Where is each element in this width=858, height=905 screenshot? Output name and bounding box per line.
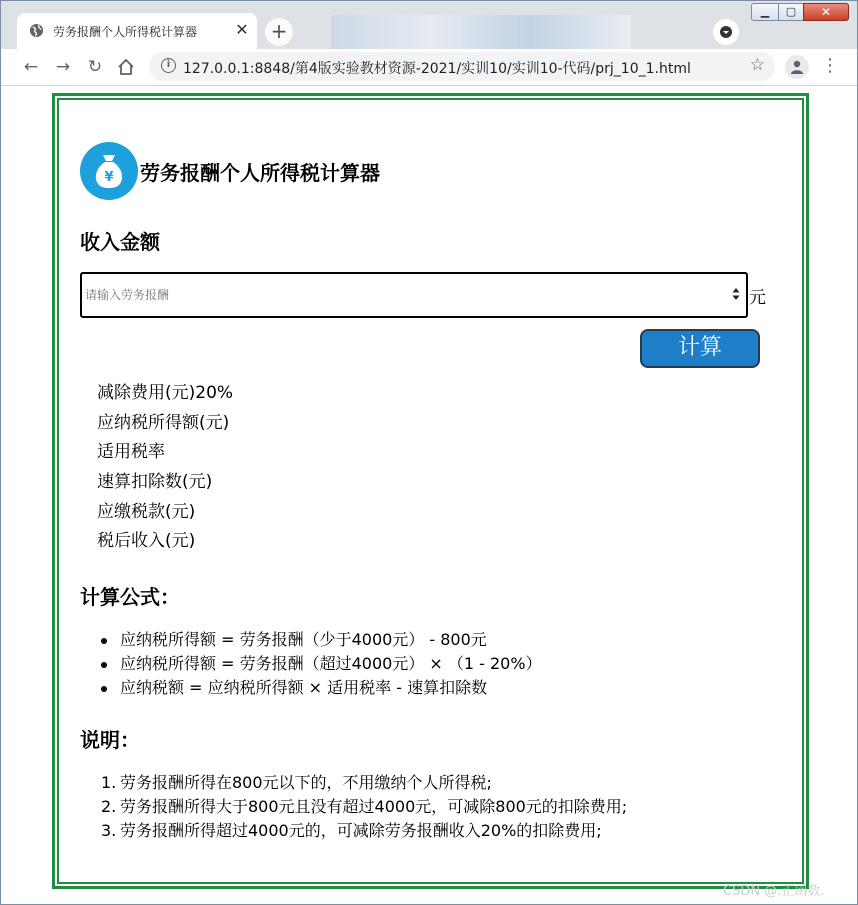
yen-symbol: ¥ <box>104 170 114 185</box>
reload-button[interactable] <box>83 55 107 79</box>
list-number: 2. <box>101 797 117 816</box>
result-deduction: 减除费用(元)20% <box>97 383 234 403</box>
note-text: 劳务报酬所得大于800元且没有超过4000元，可减除800元的扣除费用; <box>120 797 628 816</box>
page-content <box>1 86 857 904</box>
plus-icon: + <box>270 19 288 43</box>
back-button[interactable] <box>19 55 43 79</box>
dropdown-icon <box>719 26 733 38</box>
result-taxable-income: 应纳税所得额(元) <box>97 412 230 433</box>
list-item <box>101 771 627 795</box>
tab-title: 劳务报酬个人所得税计算器 <box>53 25 198 39</box>
menu-dots-icon[interactable]: ⋮ <box>821 55 839 76</box>
tab-bar <box>1 1 857 49</box>
forward-arrow-icon: → <box>55 57 71 77</box>
list-item: 应纳税所得额 = 劳务报酬（超过4000元） × （1 - 20%） <box>101 652 542 676</box>
notes-heading: 说明： <box>80 728 140 752</box>
address-bar[interactable] <box>149 52 775 81</box>
list-item <box>101 795 627 819</box>
globe-icon <box>29 23 44 38</box>
person-icon <box>789 59 805 75</box>
list-item: 应纳税所得额 = 劳务报酬（少于4000元） - 800元 <box>101 628 542 652</box>
browser-toolbar <box>1 49 857 86</box>
window-close-button[interactable] <box>803 3 849 21</box>
close-icon: ✕ <box>820 5 832 19</box>
income-heading: 收入金额 <box>80 230 160 254</box>
tab-close-icon[interactable]: ✕ <box>235 20 249 39</box>
back-arrow-icon: ← <box>23 57 39 77</box>
bookmark-star-icon[interactable]: ☆ <box>749 55 765 75</box>
result-quick-deduction: 速算扣除数(元) <box>97 472 213 493</box>
tab-search-button[interactable] <box>713 19 739 45</box>
formula-heading: 计算公式： <box>80 585 180 609</box>
note-text: 劳务报酬所得在800元以下的，不用缴纳个人所得税; <box>120 773 492 792</box>
notes-list <box>101 771 627 843</box>
titlebar-background <box>331 15 631 49</box>
result-after-tax-income: 税后收入(元) <box>97 531 196 552</box>
formula-list <box>101 628 542 700</box>
list-number: 1. <box>101 773 117 792</box>
minimize-button[interactable] <box>751 3 779 21</box>
list-item: 应纳税额 = 应纳税所得额 × 适用税率 - 速算扣除数 <box>101 676 542 700</box>
minimize-icon: ▁ <box>760 5 770 18</box>
url-text: 127.0.0.1:8848/第4版实验教材资源-2021/实训10/实训10-代码/prj_10_1.html <box>183 61 691 77</box>
income-unit: 元 <box>749 288 766 308</box>
maximize-icon: ▢ <box>785 5 797 18</box>
money-bag-icon <box>80 142 138 200</box>
info-icon[interactable]: i <box>161 58 176 73</box>
list-number: 3. <box>101 821 117 840</box>
reload-icon: ↻ <box>87 57 103 77</box>
calculate-button[interactable]: 计算 <box>640 329 760 368</box>
note-text: 劳务报酬所得超过4000元的，可减除劳务报酬收入20%的扣除费用; <box>120 821 602 840</box>
list-item <box>101 819 627 843</box>
home-button[interactable] <box>114 55 138 79</box>
home-icon <box>117 58 135 76</box>
page-title: 劳务报酬个人所得税计算器 <box>140 161 380 185</box>
watermark: CSDN @.正函数. <box>723 884 825 899</box>
results-list <box>97 382 233 560</box>
result-tax-rate: 适用税率 <box>97 442 165 463</box>
number-spinner-icon[interactable] <box>732 287 740 301</box>
maximize-button[interactable] <box>778 3 804 21</box>
result-tax-payable: 应缴税款(元) <box>97 501 196 522</box>
income-input[interactable] <box>82 274 725 316</box>
new-tab-button[interactable] <box>265 18 293 46</box>
browser-tab[interactable] <box>17 13 257 49</box>
forward-button[interactable] <box>51 55 75 79</box>
profile-button[interactable] <box>785 55 809 79</box>
income-input-box[interactable] <box>80 272 748 318</box>
